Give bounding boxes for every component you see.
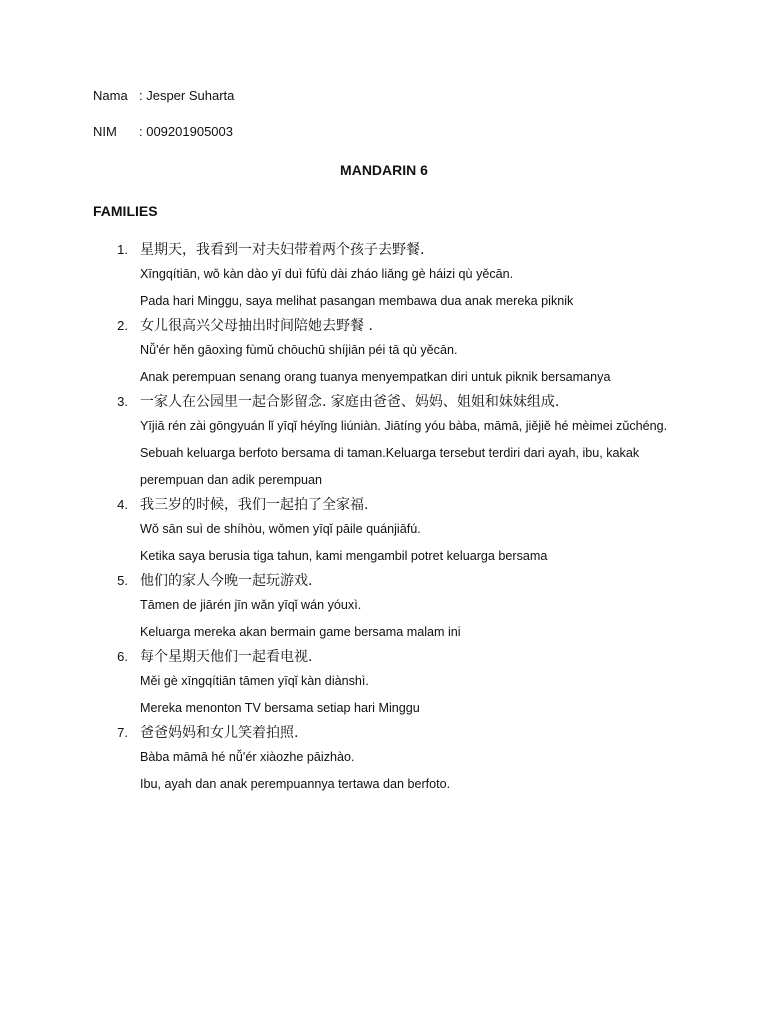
hanzi-sentence: 一家人在公园里一起合影留念. 家庭由爸爸、妈妈、姐姐和妹妹组成. bbox=[140, 394, 560, 410]
name-label: Nama bbox=[93, 88, 128, 103]
item-number: 1. bbox=[117, 242, 128, 257]
translation-line: Mereka menonton TV bersama setiap hari Minggu bbox=[140, 701, 420, 715]
translation-line: Keluarga mereka akan bermain game bersama malam ini bbox=[140, 625, 461, 639]
list-item bbox=[0, 391, 768, 494]
pinyin-line: Wǒ sān suì de shíhòu, wǒmen yīqǐ pāile quánjiāfú. bbox=[140, 522, 421, 536]
hanzi-sentence: 他们的家人今晚一起玩游戏. bbox=[140, 573, 313, 589]
pinyin-line: Yījiā rén zài gōngyuán lǐ yīqǐ héyǐng liúniàn. Jiātíng yóu bàba, māmā, jiějiě hé mèimei zǔchéng. bbox=[140, 419, 668, 433]
translation-line: Pada hari Minggu, saya melihat pasangan membawa dua anak mereka piknik bbox=[140, 294, 574, 308]
hanzi-sentence: 我三岁的时候，我们一起拍了全家福. bbox=[140, 497, 369, 513]
list-item bbox=[0, 722, 768, 798]
item-number: 2. bbox=[117, 318, 128, 333]
list-item bbox=[0, 315, 768, 391]
item-number: 7. bbox=[117, 725, 128, 740]
pinyin-line: Měi gè xīngqítiān tāmen yīqǐ kàn diànshì. bbox=[140, 674, 369, 688]
list-item bbox=[0, 646, 768, 722]
list-item bbox=[0, 494, 768, 570]
item-number: 3. bbox=[117, 394, 128, 409]
item-number: 6. bbox=[117, 649, 128, 664]
list-item bbox=[0, 239, 768, 315]
pinyin-line: Tāmen de jiārén jīn wǎn yīqǐ wán yóuxì. bbox=[140, 598, 362, 612]
pinyin-line: Bàba māmā hé nǚ'ér xiàozhe pāizhào. bbox=[140, 750, 355, 764]
translation-line: Anak perempuan senang orang tuanya menyempatkan diri untuk piknik bersamanya bbox=[140, 370, 611, 384]
pinyin-line: Xīngqítiān, wǒ kàn dào yī duì fūfù dài zháo liǎng gè háizi qù yěcān. bbox=[140, 267, 514, 281]
list-item bbox=[0, 570, 768, 646]
student-id-row bbox=[93, 124, 233, 140]
pinyin-line: Nǚ'ér hěn gāoxìng fùmǔ chōuchū shíjiān péi tā qù yěcān. bbox=[140, 343, 458, 357]
name-value: : Jesper Suharta bbox=[139, 88, 235, 103]
hanzi-sentence: 女儿很高兴父母抽出时间陪她去野餐 . bbox=[140, 318, 373, 334]
student-name-row bbox=[93, 88, 234, 104]
translation-line: Sebuah keluarga berfoto bersama di taman.Keluarga tersebut terdiri dari ayah, ibu, kakak perempuan dan adik perempuan bbox=[140, 446, 640, 487]
section-title: FAMILIES bbox=[93, 203, 158, 219]
hanzi-sentence: 星期天，我看到一对夫妇带着两个孩子去野餐. bbox=[140, 242, 425, 258]
nim-label: NIM bbox=[93, 124, 117, 139]
sentence-list bbox=[0, 239, 768, 798]
hanzi-sentence: 爸爸妈妈和女儿笑着拍照. bbox=[140, 725, 299, 741]
hanzi-sentence: 每个星期天他们一起看电视. bbox=[140, 649, 313, 665]
translation-line: Ibu, ayah dan anak perempuannya tertawa dan berfoto. bbox=[140, 777, 451, 791]
document-title: MANDARIN 6 bbox=[340, 162, 428, 178]
item-number: 4. bbox=[117, 497, 128, 512]
translation-line: Ketika saya berusia tiga tahun, kami mengambil potret keluarga bersama bbox=[140, 549, 548, 563]
nim-value: : 009201905003 bbox=[139, 124, 233, 139]
item-number: 5. bbox=[117, 573, 128, 588]
